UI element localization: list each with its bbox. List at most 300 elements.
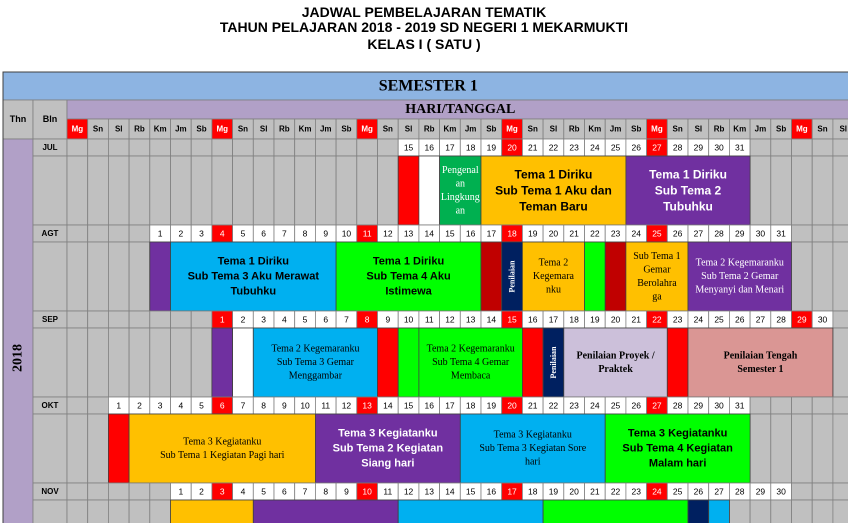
activity-block [233,328,254,397]
block-bg-cell [378,156,399,225]
block-bg-cell [792,156,813,225]
activity-label: ga [652,291,662,303]
date-cell [295,139,316,156]
date-cell [67,483,88,500]
activity-label: Praktek [598,363,633,375]
date-number: 25 [610,142,621,153]
date-number: 4 [178,400,184,411]
date-number: 26 [693,486,704,497]
date-cell [315,139,336,156]
date-number: 18 [465,400,476,411]
date-number: 18 [507,228,517,239]
activity-label: Tubuhku [663,199,713,214]
block-bg-cell [171,328,192,397]
date-cell [212,139,233,156]
date-number: 10 [362,486,372,497]
weekday-label: Km [153,124,167,134]
block-bg-cell [150,500,171,523]
activity-block [605,242,626,311]
activity-block [150,242,171,311]
date-cell [792,225,813,242]
block-bg-cell [750,156,771,225]
activity-block [564,328,668,397]
date-cell [67,397,88,414]
activity-block [253,500,398,523]
date-number: 13 [424,486,434,497]
date-number: 26 [735,314,745,325]
date-cell [336,139,357,156]
activity-label: Sub Tema 4 Aku [366,270,451,283]
activity-block [667,328,688,397]
block-bg-cell [771,156,792,225]
date-number: 30 [714,400,724,411]
date-number: 22 [548,142,559,153]
block-bg-cell [129,242,150,311]
date-number: 29 [693,400,704,411]
date-number: 5 [199,400,204,411]
activity-block [688,500,709,523]
date-cell [833,483,848,500]
weekday-label: Sn [92,124,104,134]
date-number: 15 [403,142,414,153]
date-number: 30 [714,142,724,153]
activity-label: Teman Baru [519,199,588,214]
activity-block [585,242,606,311]
month-name: SEP [41,315,59,324]
date-number: 10 [341,228,352,239]
date-number: 25 [610,400,621,411]
date-number: 29 [735,228,745,239]
block-bg-cell [833,414,848,483]
block-bg-cell [792,414,813,483]
date-cell [129,311,150,328]
activity-label: Tema 1 Diriku [649,167,727,182]
date-number: 4 [240,486,246,497]
date-number: 22 [610,486,621,497]
activity-label: Kegemara [532,271,574,282]
date-number: 27 [652,142,662,153]
block-bg-cell [315,156,336,225]
block-bg-cell [191,328,212,397]
block-bg-cell [812,500,833,523]
block-bg-cell [336,156,357,225]
weekday-label: Rb [713,124,725,134]
date-number: 11 [424,314,434,325]
date-number: 15 [507,314,517,325]
date-cell [150,139,171,156]
date-number: 2 [178,228,184,239]
block-bg-cell [771,500,792,523]
date-number: 19 [528,228,538,239]
block-bg-cell [67,328,88,397]
block-bg-cell [750,414,771,483]
block-bg-cell [88,500,109,523]
date-number: 2 [240,314,246,325]
date-number: 2 [199,486,204,497]
activity-label: hari [524,456,541,468]
activity-label: Berolahra [637,277,677,289]
date-number: 6 [323,314,329,325]
date-cell [833,311,848,328]
date-number: 8 [302,228,308,239]
activity-label: Tema 2 Kegemaranku [695,257,784,269]
date-number: 5 [261,486,267,497]
date-cell [171,311,192,328]
date-number: 21 [528,400,538,411]
weekday-label: Rb [279,124,290,134]
date-number: 9 [281,400,287,411]
date-cell [129,225,150,242]
activity-label: Sub Tema 3 Kegiatan Sore [479,443,587,454]
date-cell [150,483,171,500]
date-number: 23 [569,142,579,153]
date-cell [274,139,295,156]
date-number: 12 [445,314,455,325]
weekday-label: Jm [319,124,332,134]
date-number: 21 [590,486,600,497]
date-number: 20 [507,400,517,411]
activity-block [378,328,399,397]
date-cell [67,225,88,242]
date-number: 7 [240,400,246,411]
date-number: 20 [507,142,517,153]
date-number: 12 [403,486,414,497]
weekday-label: Sb [341,124,352,134]
activity-block [522,328,543,397]
activity-label: Sub Tema 1 Kegiatan Pagi hari [160,449,285,461]
date-number: 3 [199,228,204,239]
block-bg-cell [88,414,109,483]
date-number: 18 [465,142,476,153]
weekday-label: Mg [71,124,84,134]
activity-label: Tema 3 Kegiatanku [627,427,728,440]
activity-label: Sub Tema 2 [654,183,722,198]
header-class: KELAS I ( SATU ) [367,36,481,52]
activity-label: Gemar [643,264,671,276]
activity-label: Siang hari [361,457,415,470]
activity-label: an [455,178,466,190]
date-number: 21 [569,228,579,239]
date-number: 9 [385,314,391,325]
date-number: 1 [116,400,122,411]
block-bg-cell [812,414,833,483]
weekday-label: Sb [631,124,642,134]
weekday-label: Sl [549,124,558,134]
date-number: 22 [548,400,559,411]
date-number: 15 [465,486,476,497]
date-number: 24 [590,142,600,153]
weekday-label: Jm [754,124,767,134]
block-bg-cell [171,156,192,225]
activity-label: Lingkung [440,191,480,203]
date-number: 14 [424,228,434,239]
block-bg-cell [253,156,274,225]
date-number: 17 [445,400,455,411]
activity-label: Tema 2 [538,257,569,269]
date-number: 8 [364,314,370,325]
date-number: 14 [445,486,455,497]
date-number: 19 [548,486,559,497]
date-number: 18 [569,314,579,325]
date-cell [771,397,792,414]
date-number: 30 [776,486,786,497]
activity-label: Sub Tema 1 Aku dan [495,183,612,198]
weekday-label: Mg [796,124,808,134]
activity-label: Semester 1 [737,363,784,375]
date-number: 26 [631,400,641,411]
activity-block [398,500,543,523]
block-bg-cell [833,156,848,225]
date-number: 9 [323,228,329,239]
activity-label: Tema 3 Kegiatanku [493,429,572,441]
date-cell [812,225,833,242]
date-cell [378,139,399,156]
month-spacer-cell [33,500,67,523]
date-number: 3 [261,314,267,325]
date-cell [750,397,771,414]
date-number: 6 [219,400,225,411]
date-cell [108,311,129,328]
date-number: 16 [424,142,434,153]
date-number: 28 [776,314,786,325]
date-number: 26 [672,228,683,239]
activity-label: Penilaian [507,260,517,293]
activity-label: Tema 1 Diriku [372,255,445,268]
date-number: 24 [590,400,600,411]
block-bg-cell [191,156,212,225]
month-name: JUL [42,143,58,152]
date-number: 25 [714,314,724,325]
date-cell [108,483,129,500]
block-bg-cell [150,328,171,397]
activity-label: Pengenal [441,164,479,176]
date-cell [792,139,813,156]
block-bg-cell [108,242,129,311]
date-cell [357,139,378,156]
activity-label: nku [545,284,561,296]
semester-title: SEMESTER 1 [378,77,478,95]
date-number: 28 [735,486,745,497]
date-number: 23 [672,314,683,325]
weekday-label: Km [588,124,602,134]
activity-label: Tema 2 Kegemaranku [271,343,360,355]
activity-label: Sub Tema 4 Gemar [432,357,510,368]
weekday-label: Sl [259,124,268,134]
date-cell [812,483,833,500]
month-spacer-cell [33,156,67,225]
date-number: 14 [383,400,393,411]
date-number: 13 [362,400,372,411]
date-number: 8 [323,486,329,497]
weekday-label: Sl [114,124,123,134]
date-number: 28 [714,228,724,239]
date-number: 1 [157,228,163,239]
bln-header: Bln [42,114,58,124]
month-name: AGT [41,229,59,238]
activity-label: Tema 1 Diriku [217,255,289,268]
date-cell [792,483,813,500]
month-name: NOV [41,487,59,496]
activity-label: Menyanyi dan Menari [695,284,785,296]
date-number: 13 [465,314,476,325]
date-number: 4 [281,314,287,325]
block-bg-cell [771,414,792,483]
weekday-label: Mg [216,124,229,134]
activity-block [129,414,315,483]
activity-label: Malam hari [648,457,707,470]
date-cell [108,139,129,156]
date-number: 6 [261,228,267,239]
date-number: 27 [714,486,724,497]
weekday-label: Jm [609,124,622,134]
date-number: 27 [652,400,662,411]
date-cell [171,139,192,156]
date-cell [833,225,848,242]
block-bg-cell [233,156,254,225]
activity-label: Sub Tema 4 Kegiatan [622,442,733,455]
block-bg-cell [212,156,233,225]
activity-label: Menggambar [288,370,343,382]
date-number: 1 [178,486,184,497]
block-bg-cell [274,156,295,225]
block-bg-cell [129,328,150,397]
date-cell [88,311,109,328]
block-bg-cell [108,156,129,225]
activity-label: Sub Tema 1 [633,250,681,262]
block-bg-cell [88,156,109,225]
block-bg-cell [67,414,88,483]
block-bg-cell [792,242,813,311]
block-bg-cell [67,156,88,225]
block-bg-cell [108,328,129,397]
date-cell [129,483,150,500]
weekday-label: Sn [672,124,683,134]
block-bg-cell [729,500,750,523]
date-cell [191,311,212,328]
activity-block [543,500,688,523]
month-spacer-cell [33,328,67,397]
date-number: 27 [755,314,766,325]
date-number: 23 [631,486,641,497]
date-number: 25 [652,228,662,239]
date-number: 21 [528,142,538,153]
date-number: 17 [548,314,559,325]
date-number: 27 [693,228,704,239]
date-cell [771,139,792,156]
weekday-label: Km [443,124,457,134]
date-number: 28 [672,142,683,153]
date-cell [833,139,848,156]
weekday-label: Jm [175,124,187,134]
header-subtitle: TAHUN PELAJARAN 2018 - 2019 SD NEGERI 1 MEKARMUKTI [219,19,629,35]
date-number: 24 [652,486,662,497]
block-bg-cell [88,328,109,397]
date-number: 11 [362,228,372,239]
activity-label: Tema 3 Kegiatanku [338,427,438,440]
year-column [3,139,33,523]
date-number: 19 [486,142,497,153]
date-cell [67,311,88,328]
weekday-label: Rb [568,124,580,134]
activity-block [108,414,129,483]
activity-label: Sub Tema 2 Kegiatan [332,442,444,455]
activity-label: Sub Tema 3 Aku Merawat [187,270,320,283]
date-cell [88,139,109,156]
date-number: 23 [569,400,579,411]
weekday-label: Sn [527,124,538,134]
date-number: 15 [445,228,455,239]
date-number: 9 [344,486,349,497]
date-number: 25 [672,486,683,497]
date-number: 3 [157,400,163,411]
date-number: 30 [755,228,766,239]
block-bg-cell [88,242,109,311]
date-cell [792,397,813,414]
year-label: 2018 [10,344,26,372]
block-bg-cell [129,500,150,523]
activity-block [398,328,419,397]
date-cell [750,139,771,156]
block-bg-cell [812,156,833,225]
month-spacer-cell [33,414,67,483]
date-number: 21 [631,314,641,325]
date-number: 7 [302,486,308,497]
activity-label: Tema 1 Diriku [514,167,593,182]
activity-block [688,328,833,397]
weekday-label: Sl [694,124,703,134]
weekday-label: Rb [134,124,145,134]
date-number: 16 [528,314,538,325]
block-bg-cell [150,156,171,225]
weekday-label: Sl [839,124,848,134]
activity-label: Penilaian Proyek / [576,350,655,362]
date-number: 13 [403,228,414,239]
date-number: 16 [486,486,497,497]
date-number: 17 [486,228,497,239]
date-number: 20 [610,314,621,325]
activity-block [419,156,440,225]
activity-label: Membaca [450,370,491,382]
date-cell [233,139,254,156]
activity-label: Tubuhku [230,285,277,298]
date-cell [129,139,150,156]
date-number: 8 [261,400,267,411]
date-number: 29 [755,486,766,497]
date-cell [812,397,833,414]
date-number: 18 [528,486,538,497]
weekday-label: Sn [382,124,393,134]
activity-block [171,500,254,523]
activity-block [709,500,730,523]
date-number: 17 [507,486,517,497]
weekday-label: Sl [404,124,413,134]
thn-header: Thn [9,114,27,124]
block-bg-cell [129,156,150,225]
date-cell [67,139,88,156]
date-cell [253,139,274,156]
weekday-label: Sn [237,124,249,134]
date-number: 23 [610,228,621,239]
block-bg-cell [812,242,833,311]
date-number: 22 [652,314,662,325]
date-number: 29 [797,314,807,325]
date-number: 10 [403,314,414,325]
date-cell [833,397,848,414]
date-cell [150,311,171,328]
date-number: 4 [219,228,225,239]
date-number: 5 [240,228,246,239]
weekday-label: Sb [486,124,497,134]
